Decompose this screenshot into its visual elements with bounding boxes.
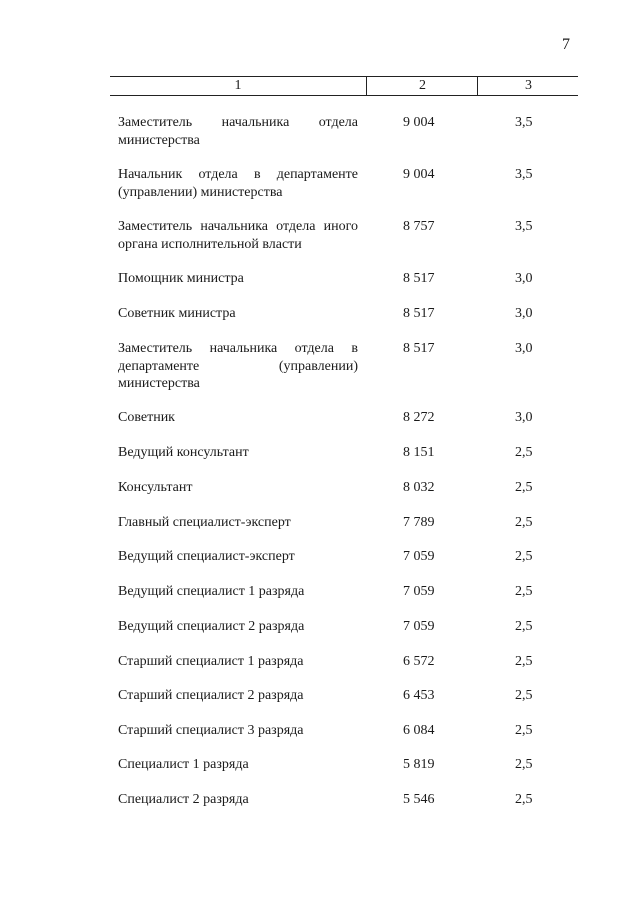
position-name: Специалист 1 разряда <box>118 757 249 772</box>
coefficient-value: 2,5 <box>515 723 533 738</box>
coefficient-value: 3,5 <box>515 219 533 234</box>
salary-value: 9 004 <box>403 115 435 130</box>
position-name: Главный специалист-эксперт <box>118 515 291 530</box>
position-name: Советник <box>118 410 175 425</box>
salary-value: 8 517 <box>403 341 435 356</box>
coefficient-value: 2,5 <box>515 757 533 772</box>
salary-value: 8 272 <box>403 410 435 425</box>
position-name: Ведущий специалист-эксперт <box>118 549 295 564</box>
coefficient-value: 2,5 <box>515 515 533 530</box>
table-header <box>110 76 578 96</box>
salary-value: 6 572 <box>403 654 435 669</box>
salary-value: 5 819 <box>403 757 435 772</box>
salary-value: 6 453 <box>403 688 435 703</box>
coefficient-value: 2,5 <box>515 584 533 599</box>
salary-value: 8 032 <box>403 480 435 495</box>
position-name: Заместитель начальника отдела иного органа исполнительной власти <box>118 219 358 252</box>
salary-value: 8 517 <box>403 306 435 321</box>
salary-value: 8 517 <box>403 271 435 286</box>
salary-value: 7 059 <box>403 619 435 634</box>
position-name: Ведущий специалист 2 разряда <box>118 619 305 634</box>
coefficient-value: 3,0 <box>515 271 533 286</box>
position-name: Начальник отдела в департаменте (управлении) министерства <box>118 167 358 200</box>
position-name: Ведущий консультант <box>118 445 249 460</box>
salary-value: 5 546 <box>403 792 435 807</box>
position-name: Старший специалист 3 разряда <box>118 723 304 738</box>
position-name: Старший специалист 2 разряда <box>118 688 304 703</box>
position-name: Старший специалист 1 разряда <box>118 654 304 669</box>
salary-value: 6 084 <box>403 723 435 738</box>
coefficient-value: 3,0 <box>515 306 533 321</box>
coefficient-value: 2,5 <box>515 688 533 703</box>
coefficient-value: 2,5 <box>515 654 533 669</box>
coefficient-value: 2,5 <box>515 619 533 634</box>
coefficient-value: 3,0 <box>515 410 533 425</box>
salary-value: 8 757 <box>403 219 435 234</box>
position-name: Заместитель начальника отдела в департаменте (управлении) министерства <box>118 341 358 391</box>
column-header-2: 2 <box>366 77 478 95</box>
position-name: Советник министра <box>118 306 236 321</box>
coefficient-value: 3,5 <box>515 167 533 182</box>
coefficient-value: 2,5 <box>515 549 533 564</box>
page-number: 7 <box>562 36 570 53</box>
salary-value: 7 059 <box>403 549 435 564</box>
position-name: Специалист 2 разряда <box>118 792 249 807</box>
position-name: Заместитель начальника отдела министерства <box>118 115 358 148</box>
column-header-3: 3 <box>477 77 579 95</box>
salary-value: 9 004 <box>403 167 435 182</box>
salary-value: 7 059 <box>403 584 435 599</box>
salary-value: 8 151 <box>403 445 435 460</box>
position-name: Помощник министра <box>118 271 244 286</box>
coefficient-value: 2,5 <box>515 480 533 495</box>
coefficient-value: 2,5 <box>515 445 533 460</box>
coefficient-value: 3,5 <box>515 115 533 130</box>
column-header-1: 1 <box>234 78 242 93</box>
position-name: Ведущий специалист 1 разряда <box>118 584 305 599</box>
position-name: Консультант <box>118 480 193 495</box>
coefficient-value: 2,5 <box>515 792 533 807</box>
coefficient-value: 3,0 <box>515 341 533 356</box>
salary-value: 7 789 <box>403 515 435 530</box>
